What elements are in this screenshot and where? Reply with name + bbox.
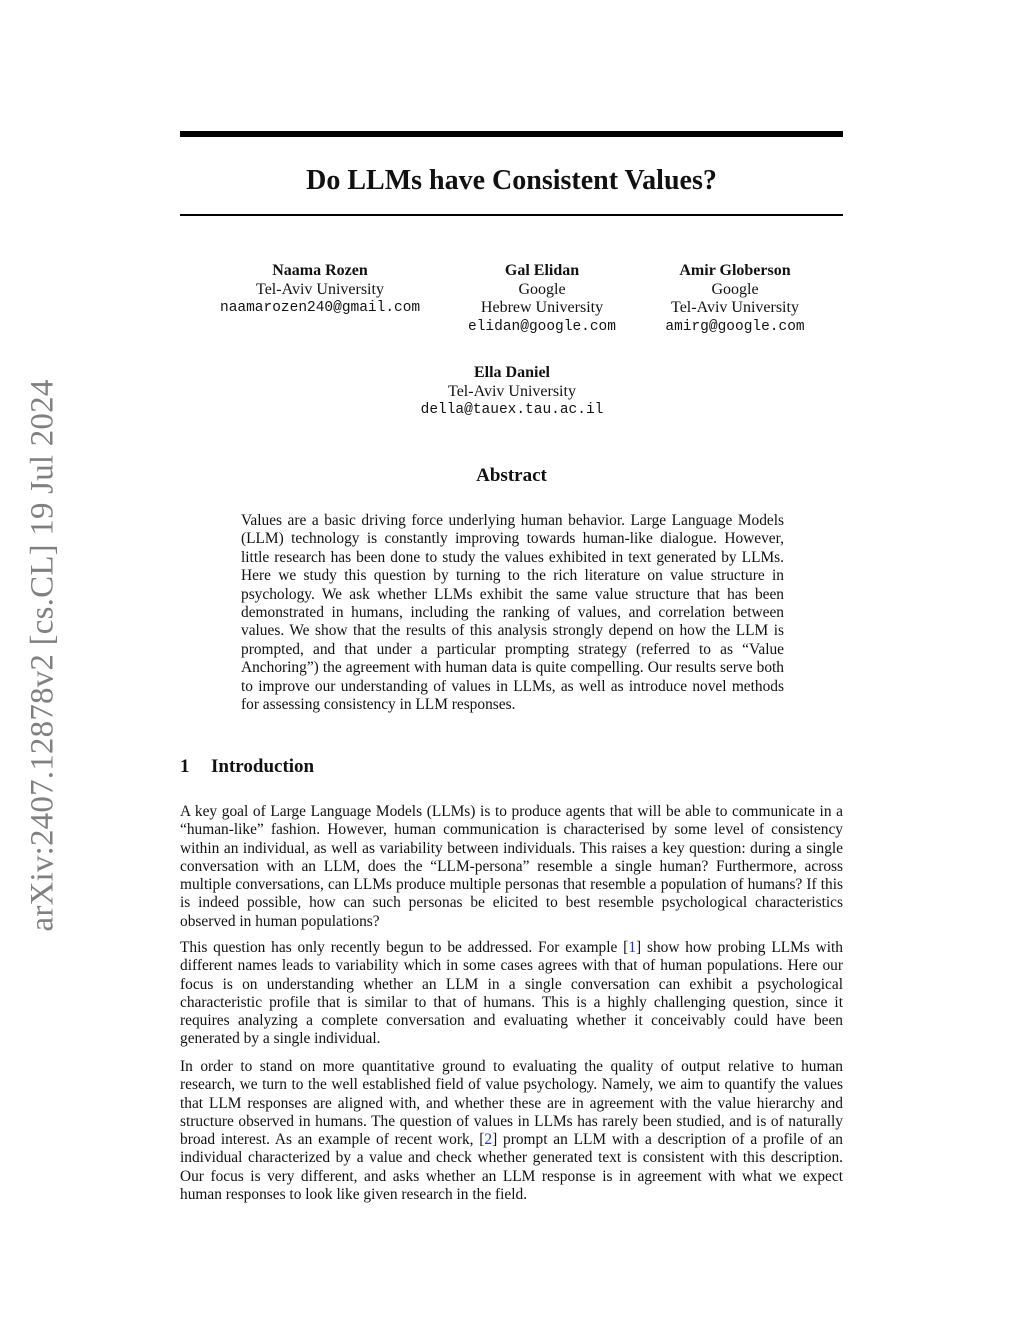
author-block [220, 262, 420, 318]
author-affiliation: Tel-Aviv University [256, 280, 384, 298]
author-name: Amir Globerson [679, 262, 791, 279]
author-name: Gal Elidan [504, 262, 580, 279]
author-block [442, 262, 642, 336]
paragraph-text: In order to stand on more quantitative ground to evaluating the quality of output relative to human research, we turn to the well established field of value psychology. Namely, we aim to quantify the values that LLM responses are aligned with, and whether these are in agreement with the value hierarchy and structure observed in humans. The question of values in LLMs has rarely been studied, and is of naturally broad interest. As an example of recent work, [ [180, 1058, 843, 1149]
paragraph-text: ] prompt an LLM with a description of a profile of an individual characterized by a value and check whether generated text is consistent with this description. Our focus is very different, and asks whether an LLM response is in agreement with what we expect human responses to look like given research in the field. [180, 1131, 843, 1204]
author-block [412, 364, 612, 420]
paragraph-text: ] show how probing LLMs with different names leads to variability which in some cases agrees with that of human populations. Here our focus is on understanding whether an LLM in a single conversation can exhibit a psychological characteristic profile that is similar to that of humans. This is a highly challenging question, since it requires analyzing a complete conversation and evaluating whether it conceivably could have been generated by a single individual. [180, 939, 843, 1048]
intro-paragraph-2 [180, 939, 843, 1049]
section-heading [180, 756, 314, 778]
arxiv-identifier-text: arXiv:2407.12878v2 [cs.CL] 19 Jul 2024 [24, 378, 61, 932]
author-email[interactable]: amirg@google.com [665, 318, 805, 335]
author-email[interactable]: della@tauex.tau.ac.il [420, 402, 604, 418]
author-affiliation: Tel-Aviv University [671, 299, 799, 316]
paragraph-text: This question has only recently begun to be addressed. For example [ [180, 939, 629, 956]
citation-link[interactable]: 1 [628, 939, 637, 956]
author-affiliation: Google [711, 280, 759, 298]
abstract-heading: Abstract [476, 465, 547, 486]
author-name: Ella Daniel [473, 364, 550, 381]
author-affiliation: Tel-Aviv University [448, 382, 576, 400]
section-title: Introduction [211, 756, 315, 777]
arxiv-identifier [8, 370, 78, 940]
author-name: Naama Rozen [272, 262, 368, 279]
title-top-rule [180, 131, 843, 137]
author-affiliation: Google [518, 280, 566, 298]
citation-link[interactable]: 2 [484, 1131, 493, 1149]
abstract-text: Values are a basic driving force underlying human behavior. Large Language Models (LLM) technology is constantly improving towards human-like dialogue. However, little research has been done to study the values exhibited in text generated by LLMs. Here we study this question by turning to the rich literature on value structure in psychology. We ask whether LLMs exhibit the same value structure that has been demonstrated in humans, including the ranking of values, and correlation between values. We show that the results of this analysis strongly depend on how the LLM is prompted, and that under a particular prompting strategy (referred to as “Value Anchoring”) the agreement with human data is quite compelling. Our results serve both to improve our understanding of values in LLMs, as well as introduce novel methods for assessing consistency in LLM responses. [241, 512, 784, 714]
author-email[interactable]: naamarozen240@gmail.com [220, 300, 421, 316]
intro-paragraph-3 [180, 1058, 843, 1204]
intro-paragraph-1: A key goal of Large Language Models (LLMs) is to produce agents that will be able to communicate in a “human-like” fashion. However, human communication is characterised by some level of consistency within an individual, as well as variability between individuals. This raises a key question: during a single conversation with an LLM, does the “LLM-persona” resemble a single human? Furthermore, across multiple conversations, can LLMs produce multiple personas that resemble a population of humans? If this is indeed possible, how can such personas be elicited to best resemble psychological characteristics observed in human populations? [180, 803, 843, 930]
paper-title: Do LLMs have Consistent Values? [306, 165, 717, 196]
author-block [635, 262, 835, 336]
title-bottom-rule [180, 214, 843, 216]
author-email[interactable]: elidan@google.com [468, 318, 616, 335]
author-affiliation: Hebrew University [480, 299, 604, 316]
section-number: 1 [180, 756, 190, 777]
